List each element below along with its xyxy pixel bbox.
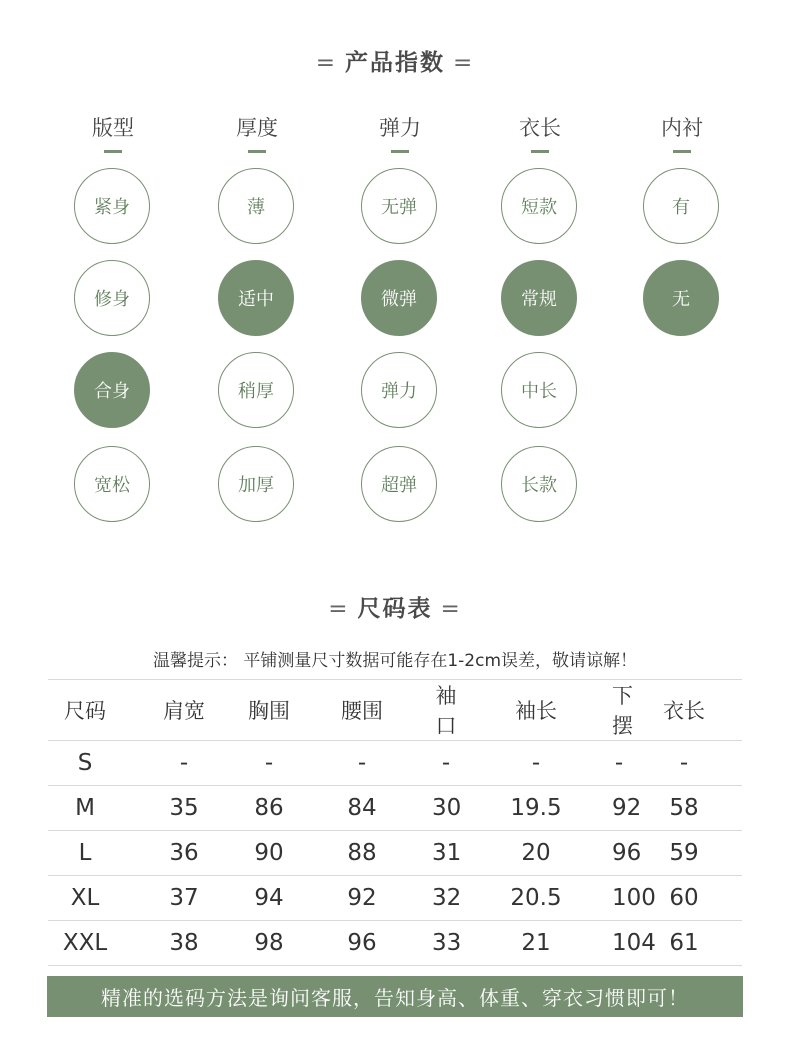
index-column-heading: 厚度	[236, 116, 278, 140]
heading-underline	[531, 150, 549, 153]
index-option-selected: 常规	[501, 260, 577, 336]
size-value-cell: 100	[612, 876, 626, 921]
index-column	[202, 112, 312, 496]
size-value-cell: -	[432, 741, 460, 786]
size-value-cell: 92	[612, 786, 626, 831]
heading-underline	[248, 150, 266, 153]
size-value-cell: 98	[246, 921, 292, 966]
size-value-cell: 33	[432, 921, 460, 966]
size-value-cell: -	[612, 741, 626, 786]
index-option: 修身	[74, 260, 150, 336]
size-value-cell: 59	[626, 831, 742, 876]
index-option-selected: 合身	[74, 352, 150, 428]
index-option: 有	[643, 168, 719, 244]
size-value-cell: 35	[122, 786, 246, 831]
size-label-cell: M	[48, 786, 122, 831]
size-chart-title	[0, 590, 790, 623]
size-value-cell: 84	[292, 786, 432, 831]
size-value-cell: 104	[612, 921, 626, 966]
size-value-cell: -	[292, 741, 432, 786]
index-column	[345, 112, 455, 496]
index-option: 长款	[501, 446, 577, 522]
size-chart-title-text: 尺码表	[357, 596, 433, 622]
size-value-cell: 31	[432, 831, 460, 876]
size-value-cell: 20	[460, 831, 612, 876]
index-column-heading: 内衬	[661, 116, 703, 140]
size-value-cell: 37	[122, 876, 246, 921]
size-value-cell: 96	[612, 831, 626, 876]
size-value-cell: -	[122, 741, 246, 786]
size-label-cell: XL	[48, 876, 122, 921]
size-value-cell: 32	[432, 876, 460, 921]
size-value-cell: -	[246, 741, 292, 786]
size-header-cell: 腰围	[292, 680, 432, 741]
index-column	[627, 112, 737, 310]
size-value-cell: 86	[246, 786, 292, 831]
index-option: 加厚	[218, 446, 294, 522]
index-option: 无弹	[361, 168, 437, 244]
index-column-heading: 弹力	[379, 116, 421, 140]
table-row	[48, 921, 742, 966]
size-value-cell: -	[626, 741, 742, 786]
index-option: 稍厚	[218, 352, 294, 428]
title-eq-right: =	[440, 596, 462, 622]
index-column-heading: 版型	[92, 116, 134, 140]
product-index-title-text: 产品指数	[345, 50, 445, 76]
index-option-selected: 适中	[218, 260, 294, 336]
size-value-cell: 60	[626, 876, 742, 921]
index-option: 薄	[218, 168, 294, 244]
product-index-title	[0, 44, 790, 77]
size-value-cell: 30	[432, 786, 460, 831]
size-label-cell: L	[48, 831, 122, 876]
table-row	[48, 786, 742, 831]
heading-underline	[104, 150, 122, 153]
title-eq-left: =	[315, 50, 337, 76]
table-row	[48, 741, 742, 786]
title-eq-right: =	[453, 50, 475, 76]
size-value-cell: 90	[246, 831, 292, 876]
size-value-cell: 88	[292, 831, 432, 876]
size-value-cell: 92	[292, 876, 432, 921]
size-value-cell: 96	[292, 921, 432, 966]
size-header-cell: 袖长	[460, 680, 612, 741]
index-option: 紧身	[74, 168, 150, 244]
table-row	[48, 876, 742, 921]
size-value-cell: 20.5	[460, 876, 612, 921]
size-table-body	[48, 741, 742, 966]
size-header-cell: 衣长	[626, 680, 742, 741]
size-value-cell: 58	[626, 786, 742, 831]
size-label-cell: XXL	[48, 921, 122, 966]
index-column	[485, 112, 595, 496]
size-value-cell: 61	[626, 921, 742, 966]
index-option: 弹力	[361, 352, 437, 428]
index-option: 超弹	[361, 446, 437, 522]
size-value-cell: 94	[246, 876, 292, 921]
size-value-cell: 21	[460, 921, 612, 966]
size-value-cell: 38	[122, 921, 246, 966]
size-header-cell: 胸围	[246, 680, 292, 741]
measurement-tip: 温馨提示： 平铺测量尺寸数据可能存在1-2cm误差，敬请谅解！	[152, 651, 638, 671]
index-option: 短款	[501, 168, 577, 244]
index-option: 宽松	[74, 446, 150, 522]
index-column	[58, 112, 168, 496]
size-value-cell: -	[460, 741, 612, 786]
size-header-cell: 袖口	[432, 680, 460, 741]
heading-underline	[673, 150, 691, 153]
heading-underline	[391, 150, 409, 153]
index-option: 中长	[501, 352, 577, 428]
size-value-cell: 19.5	[460, 786, 612, 831]
index-option-selected: 微弹	[361, 260, 437, 336]
footer-advice-bar: 精准的选码方法是询问客服，告知身高、体重、穿衣习惯即可！	[47, 976, 743, 1017]
size-header-cell: 尺码	[48, 680, 122, 741]
size-label-cell: S	[48, 741, 122, 786]
size-value-cell: 36	[122, 831, 246, 876]
size-table-header	[48, 680, 742, 741]
size-table	[48, 679, 742, 966]
size-header-cell: 肩宽	[122, 680, 246, 741]
title-eq-left: =	[328, 596, 350, 622]
size-header-cell: 下摆	[612, 680, 626, 741]
index-column-heading: 衣长	[519, 116, 561, 140]
index-option-selected: 无	[643, 260, 719, 336]
table-row	[48, 831, 742, 876]
